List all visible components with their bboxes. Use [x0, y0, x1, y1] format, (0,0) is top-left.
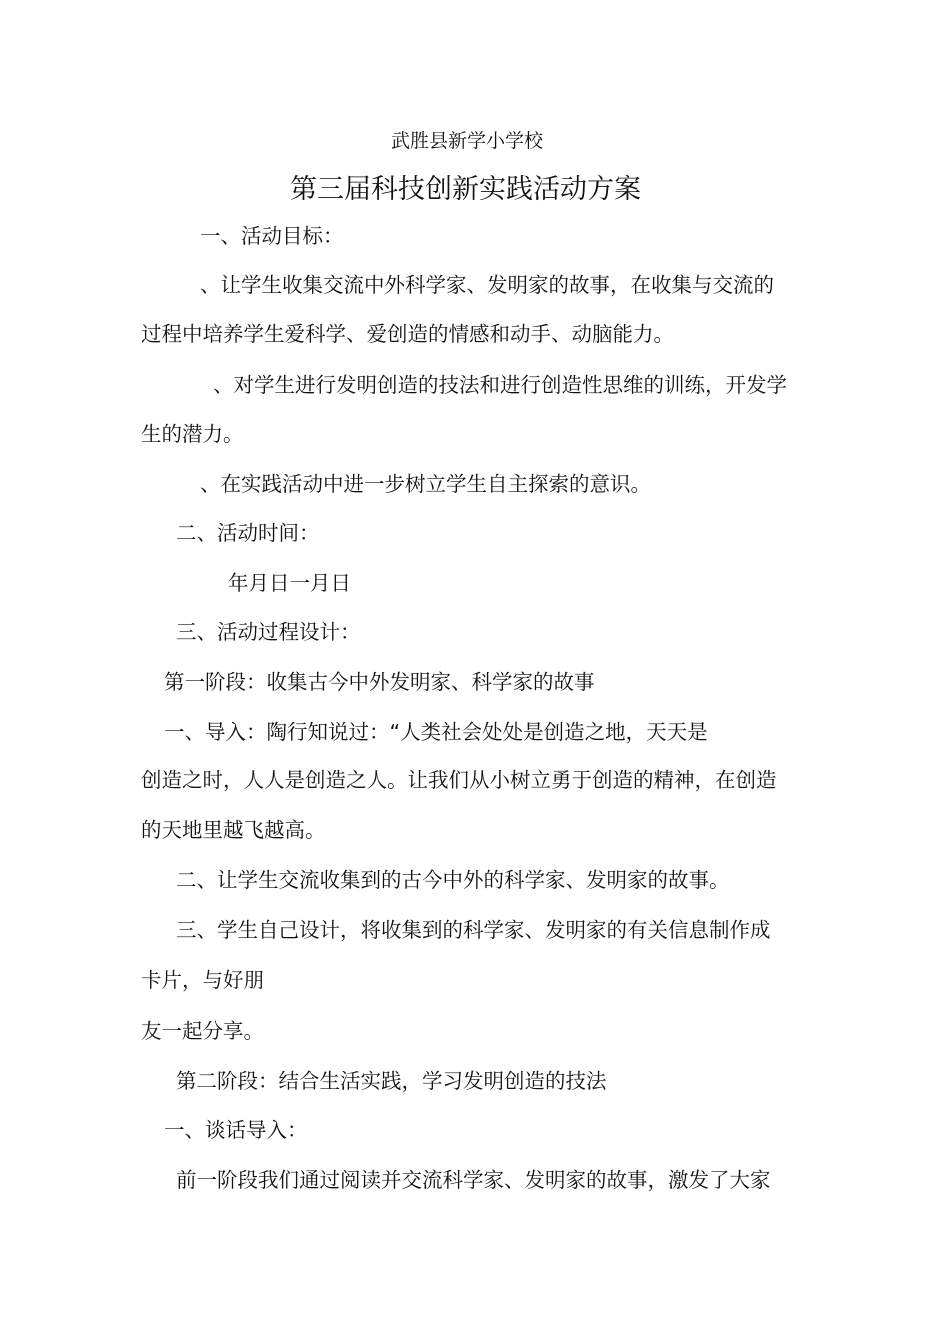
stage-1-item-3-line-1: 三、学生自己设计，将收集到的科学家、发明家的有关信息制作成 [176, 918, 771, 942]
stage-2-item-1-heading: 一、谈话导入： [164, 1118, 308, 1142]
goal-1-line-2: 过程中培养学生爱科学、爱创造的情感和动手、动脑能力。 [141, 322, 674, 346]
goal-2-line-1: 、对学生进行发明创造的技法和进行创造性思维的训练，开发学 [213, 373, 787, 397]
stage-1-item-1-line-1: 一、导入：陶行知说过：“人类社会处处是创造之地，天天是 [164, 720, 708, 744]
stage-1-item-2: 二、让学生交流收集到的古今中外的科学家、发明家的故事。 [176, 868, 730, 892]
goal-3: 、在实践活动中进一步树立学生自主探索的意识。 [200, 472, 651, 496]
stage-1-heading: 第一阶段：收集古今中外发明家、科学家的故事 [164, 670, 595, 694]
stage-1-item-1-line-2: 创造之时，人人是创造之人。让我们从小树立勇于创造的精神，在创造 [141, 768, 777, 792]
document-title: 第三届科技创新实践活动方案 [290, 174, 641, 205]
section-heading-process: 三、活动过程设计： [176, 620, 361, 644]
time-range: 年月日一月日 [228, 571, 351, 595]
stage-1-item-3-line-3: 友一起分享。 [141, 1019, 264, 1043]
goal-2-line-2: 生的潜力。 [141, 422, 244, 446]
section-heading-time: 二、活动时间： [176, 521, 320, 545]
stage-2-heading: 第二阶段：结合生活实践，学习发明创造的技法 [176, 1069, 607, 1093]
stage-1-item-3-line-2: 卡片，与好朋 [141, 968, 264, 992]
stage-2-item-1-line-1: 前一阶段我们通过阅读并交流科学家、发明家的故事，激发了大家 [176, 1168, 771, 1192]
stage-1-item-1-line-3: 的天地里越飞越高。 [141, 818, 326, 842]
goal-1-line-1: 、让学生收集交流中外科学家、发明家的故事，在收集与交流的 [200, 273, 774, 297]
section-heading-goals: 一、活动目标： [200, 224, 344, 248]
school-name: 武胜县新学小学校 [391, 130, 544, 152]
